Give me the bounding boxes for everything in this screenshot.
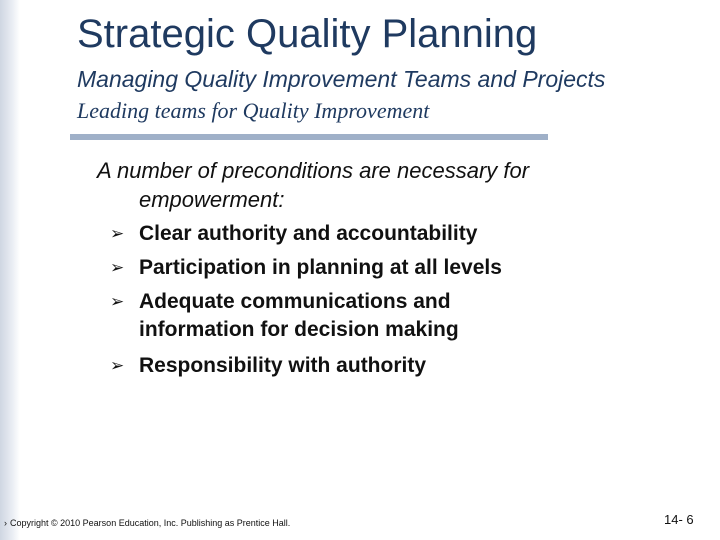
bullet-text-line: Responsibility with authority: [139, 354, 427, 377]
title-divider: [70, 134, 548, 140]
intro-line-2: empowerment:: [139, 187, 285, 212]
bullet-text: [139, 254, 609, 282]
arrow-bullet-icon: ➢: [110, 292, 125, 311]
arrow-bullet-icon: ➢: [110, 258, 125, 277]
bullet-text: [139, 288, 609, 344]
footer-text: Copyright © 2010 Pearson Education, Inc. Publishing as Prentice Hall.: [10, 518, 291, 528]
bullet-text-line: information for decision making: [139, 318, 459, 341]
intro-text: [97, 156, 617, 214]
footer-caret-icon: ›: [4, 518, 7, 528]
page-number: 14- 6: [664, 512, 694, 527]
arrow-bullet-icon: ➢: [110, 224, 125, 243]
slide-title: Strategic Quality Planning: [77, 12, 538, 56]
bullet-text: [139, 352, 609, 380]
bullet-text-line: Clear authority and accountability: [139, 222, 478, 245]
slide-subtitle-secondary: Leading teams for Quality Improvement: [77, 98, 430, 123]
bullet-text-line: Participation in planning at all levels: [139, 256, 502, 279]
copyright-footer: [4, 518, 290, 528]
arrow-bullet-icon: ➢: [110, 356, 125, 375]
bullet-text-line: Adequate communications and: [139, 290, 451, 313]
left-gradient-bar: [0, 0, 20, 540]
slide-subtitle: Managing Quality Improvement Teams and Projects: [77, 66, 606, 92]
intro-line-1: A number of preconditions are necessary for: [97, 158, 530, 183]
bullet-text: [139, 220, 609, 248]
